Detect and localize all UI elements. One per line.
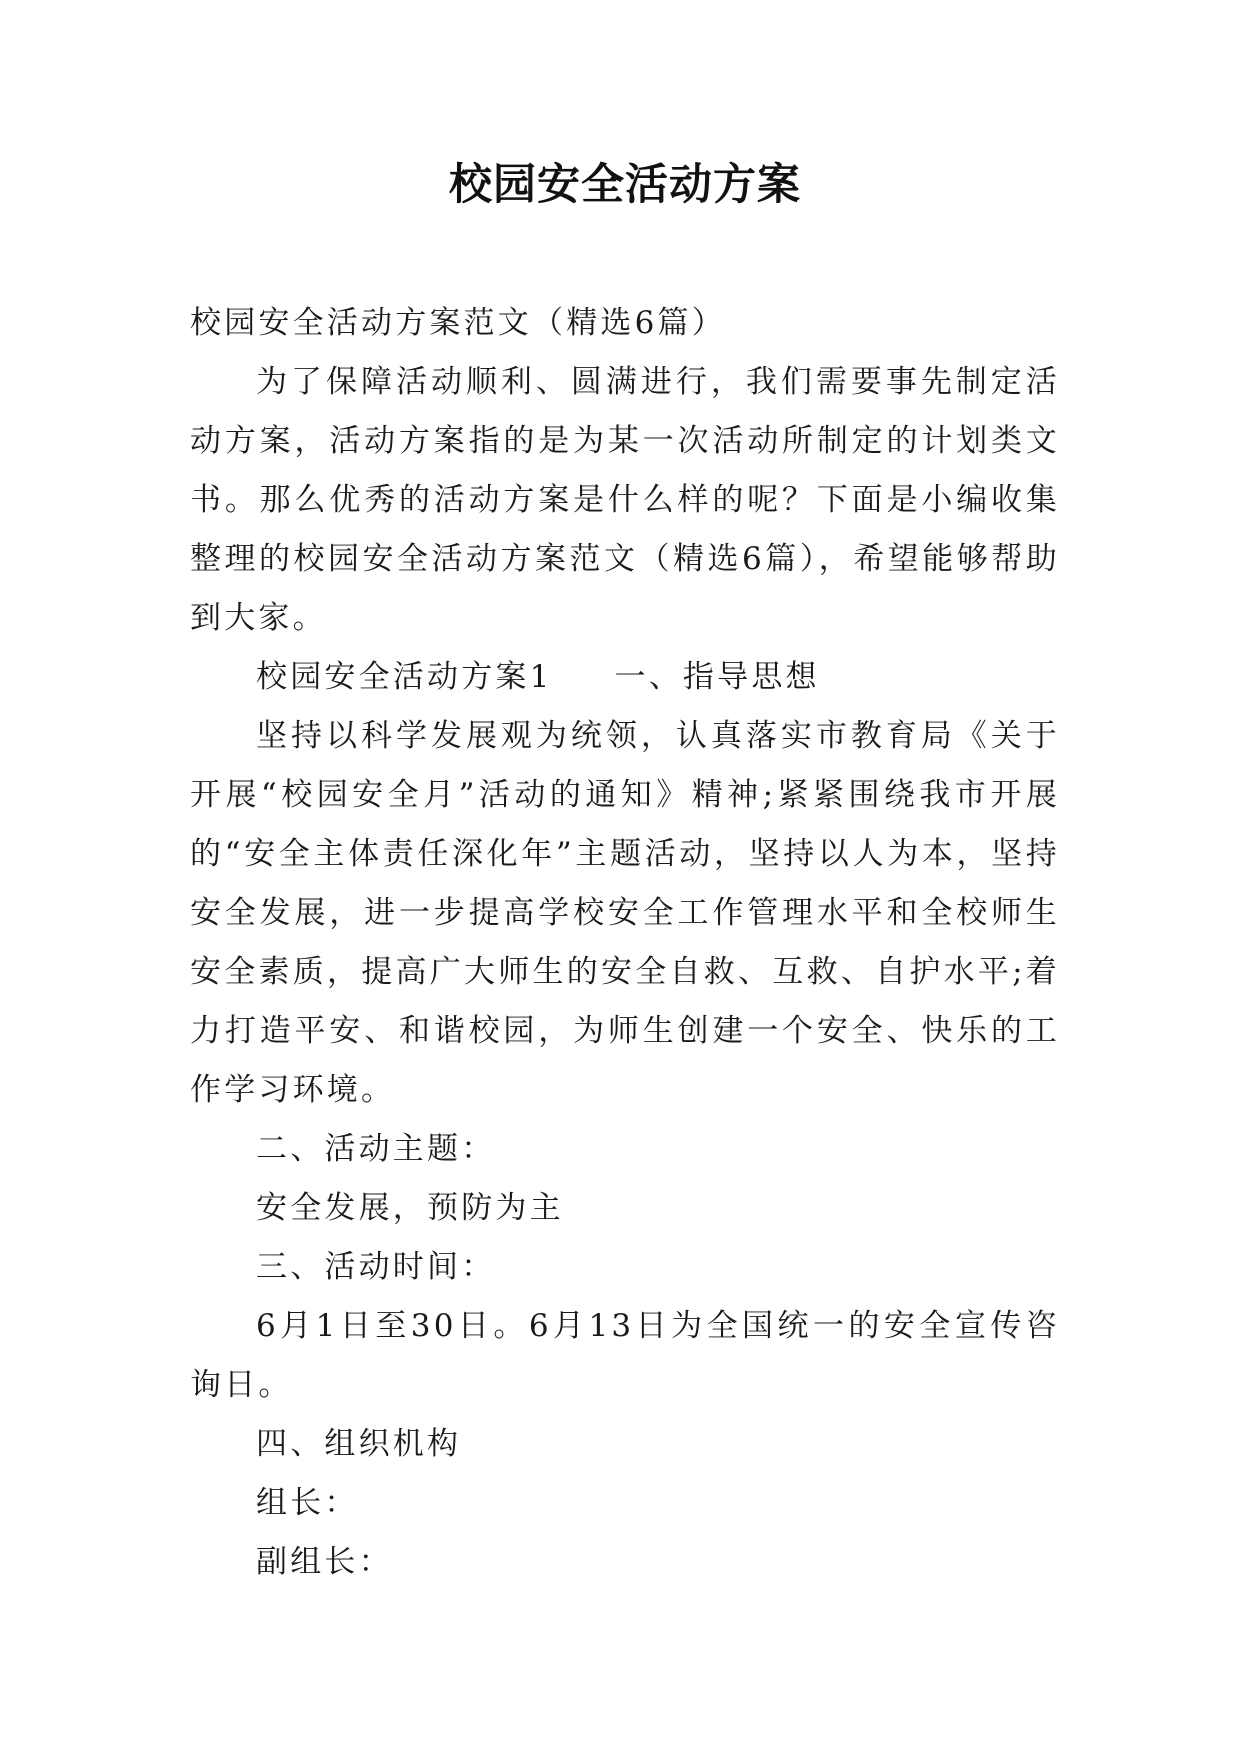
leader-label: 组长：	[256, 1485, 359, 1521]
plan1-heading-line	[190, 648, 1060, 707]
plan1-heading: 校园安全活动方案1	[256, 659, 553, 695]
deputy-leader-label: 副组长：	[256, 1544, 393, 1580]
document-page	[190, 150, 1060, 1592]
section2-heading: 二、活动主题：	[256, 1131, 496, 1167]
section3-body: 6月1日至30日。6月13日为全国统一的安全宣传咨询日。	[190, 1308, 1060, 1403]
section3-heading: 三、活动时间：	[256, 1249, 496, 1285]
intro-paragraph: 为了保障活动顺利、圆满进行，我们需要事先制定活动方案，活动方案指的是为某一次活动所制定的计划类文书。那么优秀的活动方案是什么样的呢？下面是小编收集整理的校园安全活动方案范文（精选6篇），希望能够帮助到大家。	[190, 364, 1060, 636]
document-title: 校园安全活动方案	[449, 160, 801, 210]
section1-heading: 一、指导思想	[614, 659, 820, 695]
section4-heading: 四、组织机构	[256, 1426, 462, 1462]
section1-body: 坚持以科学发展观为统领，认真落实市教育局《关于开展“校园安全月”活动的通知》精神;紧紧围绕我市开展的“安全主体责任深化年”主题活动，坚持以人为本，坚持安全发展，进一步提高学校安全工作管理水平和全校师生安全素质，提高广大师生的安全自救、互救、自护水平;着力打造平安、和谐校园，为师生创建一个安全、快乐的工作学习环境。	[190, 718, 1060, 1108]
section2-body: 安全发展，预防为主	[256, 1190, 564, 1226]
document-subtitle: 校园安全活动方案范文（精选6篇）	[190, 305, 726, 341]
